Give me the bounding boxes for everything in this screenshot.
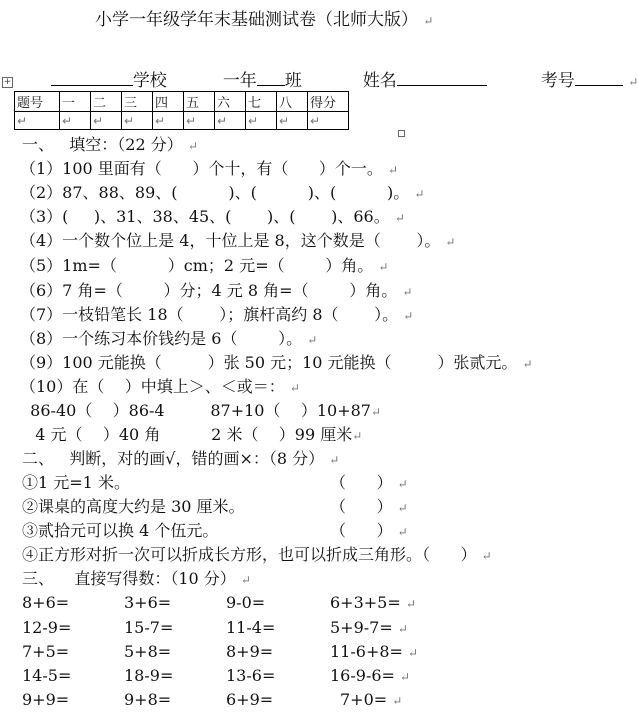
header-cell: 八 <box>277 92 308 112</box>
paragraph-mark: ↵ <box>240 573 251 587</box>
section1-heading-text: 一、 填空：（22 分） <box>22 135 183 154</box>
paragraph-mark: ↵ <box>628 75 638 89</box>
name-label: 姓名 <box>362 71 397 91</box>
fill-item-3 <box>20 209 405 225</box>
name-group <box>352 52 487 90</box>
paragraph-mark: ↵ <box>370 405 382 419</box>
score-cell[interactable]: ↵ <box>184 112 215 130</box>
judge-text: ②课桌的高度大约是 30 厘米。 <box>22 497 245 516</box>
fill-item-8 <box>20 331 317 347</box>
judge-answer-3[interactable] <box>330 523 408 539</box>
calc-item: 8+9= <box>226 642 274 661</box>
grade-label: 一年 <box>222 71 257 91</box>
section2-heading-text: 二、 判断，对的画√，错的画×：（8 分） <box>22 449 325 468</box>
score-cell[interactable]: ↵ <box>15 112 60 130</box>
calc-item: 11-4= <box>226 618 276 637</box>
fill-item-text: （2）87、88、89、( )、( )、( )。 <box>20 183 410 202</box>
calc-item <box>330 668 410 684</box>
judge-item-3 <box>22 523 218 539</box>
header-cell: 一 <box>60 92 91 112</box>
fill-item-6 <box>20 283 412 299</box>
paragraph-mark: ↵ <box>397 501 408 515</box>
fill-item-text: （8）一个练习本价钱约是 6（ ）。 <box>20 329 303 348</box>
class-group <box>212 52 302 90</box>
fill-item-text: （6）7 角=（ ）分；4 元 8 角=（ ）角。 <box>20 281 398 300</box>
calc-item: 8+6= <box>22 593 70 612</box>
table-move-handle-icon[interactable]: + <box>3 77 12 87</box>
judge-text: ①1 元=1 米。 <box>22 473 130 492</box>
score-cell[interactable]: ↵ <box>60 112 91 130</box>
page-title <box>95 12 433 29</box>
fill-item-text: （4）一个数个位上是 4，十位上是 8，这个数是（ ）。 <box>20 231 441 250</box>
judge-item-4 <box>22 547 492 563</box>
paragraph-mark: ↵ <box>392 694 403 708</box>
section3-heading <box>22 571 251 587</box>
title-text: 小学一年级学年末基础测试卷（北师大版） <box>95 10 418 30</box>
school-label: 学校 <box>132 71 167 91</box>
calc-item-text: 6+3+5= <box>330 593 401 612</box>
score-table <box>14 91 349 130</box>
paragraph-mark: ↵ <box>397 622 408 636</box>
header-cell: 四 <box>153 92 184 112</box>
calc-item <box>330 595 416 611</box>
compare-text: 86-40（ ）86-4 87+10（ ）10+87 <box>20 401 371 420</box>
score-cell[interactable]: ↵ <box>308 112 349 130</box>
answer-paren[interactable]: （ ） <box>330 497 393 516</box>
judge-text: ③贰拾元可以换 4 个伍元。 <box>22 521 219 540</box>
compare-row-2 <box>20 427 362 443</box>
fill-item-text: （1）100 里面有（ ）个十，有（ ）个一。 <box>20 159 383 178</box>
paragraph-mark: ↵ <box>414 187 425 201</box>
paragraph-mark: ↵ <box>307 333 318 347</box>
exam-no-label: 考号 <box>540 71 575 91</box>
paragraph-mark: ↵ <box>394 211 405 225</box>
section3-heading-text: 三、 直接写得数：（10 分） <box>22 569 236 588</box>
fill-item-7 <box>20 307 413 323</box>
fill-item-5 <box>20 258 388 274</box>
answer-paren[interactable]: （ ） <box>330 473 393 492</box>
calc-item: 7+5= <box>22 642 70 661</box>
paragraph-mark: ↵ <box>387 163 398 177</box>
paragraph-mark: ↵ <box>397 477 408 491</box>
calc-item: 5+8= <box>124 642 172 661</box>
calc-item: 15-7= <box>124 618 174 637</box>
paragraph-mark: ↵ <box>397 525 408 539</box>
paragraph-mark: ↵ <box>400 670 411 684</box>
calc-item: 18-9= <box>124 666 174 685</box>
paragraph-mark: ↵ <box>402 285 413 299</box>
class-label: 班 <box>284 71 302 91</box>
calc-item-text: 7+0= <box>340 690 388 709</box>
paragraph-mark: ↵ <box>352 429 363 443</box>
compare-text: 4 元（ ）40 角 2 米（ ）99 厘米 <box>20 425 353 444</box>
calc-item <box>340 692 402 708</box>
fill-item-10 <box>20 379 300 395</box>
calc-item-text: 5+9-7= <box>330 618 393 637</box>
section1-heading <box>22 137 198 153</box>
paragraph-mark: ↵ <box>481 549 492 563</box>
score-table-input-row <box>15 112 349 130</box>
examno-group <box>530 52 638 90</box>
score-cell[interactable]: ↵ <box>277 112 308 130</box>
paragraph-mark: ↵ <box>405 597 416 611</box>
paragraph-mark: ↵ <box>187 139 198 153</box>
score-cell[interactable]: ↵ <box>122 112 153 130</box>
score-cell[interactable]: ↵ <box>91 112 122 130</box>
calc-item: 9-0= <box>226 593 266 612</box>
calc-item: 9+9= <box>22 690 70 709</box>
school-blank[interactable] <box>51 69 133 86</box>
judge-item-1 <box>22 475 130 491</box>
header-cell: 六 <box>215 92 246 112</box>
paragraph-mark: ↵ <box>423 14 434 28</box>
fill-item-text: （10）在（ ）中填上＞、＜或＝： <box>20 377 285 396</box>
answer-paren[interactable]: （ ） <box>330 521 393 540</box>
score-cell[interactable]: ↵ <box>246 112 277 130</box>
calc-item-text: 16-9-6= <box>330 666 395 685</box>
info-line <box>40 52 167 90</box>
score-cell[interactable]: ↵ <box>153 112 184 130</box>
fill-item-1 <box>20 161 398 177</box>
calc-item: 12-9= <box>22 618 72 637</box>
fill-item-9 <box>20 355 533 371</box>
table-resize-handle-icon[interactable] <box>398 130 405 137</box>
paragraph-mark: ↵ <box>289 381 300 395</box>
calc-item: 6+9= <box>226 690 274 709</box>
calc-item-text: 11-6+8= <box>330 642 403 661</box>
paragraph-mark: ↵ <box>522 357 533 371</box>
judge-answer-2[interactable] <box>330 499 408 515</box>
header-cell: 得分 <box>308 92 349 112</box>
compare-row-1 <box>20 403 381 419</box>
score-cell[interactable]: ↵ <box>215 112 246 130</box>
header-cell: 五 <box>184 92 215 112</box>
exam-no-blank[interactable] <box>575 69 623 86</box>
paragraph-mark: ↵ <box>329 453 340 467</box>
class-blank[interactable] <box>257 69 285 86</box>
paragraph-mark: ↵ <box>408 646 419 660</box>
calc-item: 14-5= <box>22 666 72 685</box>
calc-item <box>330 644 418 660</box>
judge-item-2 <box>22 499 245 515</box>
calc-item: 3+6= <box>124 593 172 612</box>
section2-heading <box>22 451 339 467</box>
paragraph-mark: ↵ <box>445 235 456 249</box>
header-cell: 二 <box>91 92 122 112</box>
fill-item-text: （5）1m=（ ）cm；2 元=（ ）角。 <box>20 256 374 275</box>
calc-item <box>330 620 408 636</box>
calc-item: 9+8= <box>124 690 172 709</box>
score-table-header-row <box>15 92 349 112</box>
fill-item-text: （9）100 元能换（ ）张 50 元；10 元能换（ ）张贰元。 <box>20 353 518 372</box>
judge-answer-1[interactable] <box>330 475 408 491</box>
judge-text: ④正方形对折一次可以折成长方形，也可以折成三角形。 <box>22 545 423 564</box>
name-blank[interactable] <box>397 69 487 86</box>
header-cell: 七 <box>246 92 277 112</box>
header-cell: 三 <box>122 92 153 112</box>
fill-item-2 <box>20 185 424 201</box>
fill-item-text: （3）( )、31、38、45、( )、( )、66。 <box>20 207 390 226</box>
fill-item-text: （7）一枝铅笔长 18（ ）；旗杆高约 8（ ）。 <box>20 305 399 324</box>
calc-item: 13-6= <box>226 666 276 685</box>
paragraph-mark: ↵ <box>378 260 389 274</box>
answer-paren[interactable]: （ ） <box>422 545 477 564</box>
header-cell: 题号 <box>15 92 60 112</box>
fill-item-4 <box>20 233 455 249</box>
paragraph-mark: ↵ <box>403 309 414 323</box>
